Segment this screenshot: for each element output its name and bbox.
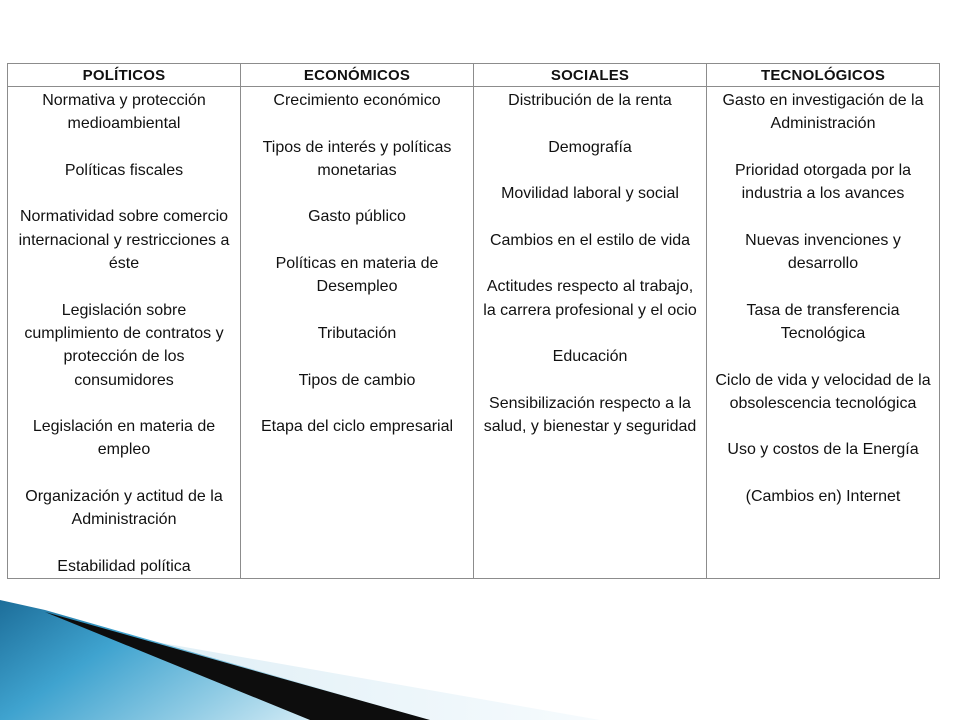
list-item: Uso y costos de la Energía	[727, 441, 919, 459]
list-item: Estabilidad política	[57, 557, 191, 575]
list-item: Gasto público	[308, 208, 406, 226]
list-item: Nuevas invenciones y desarrollo	[745, 231, 901, 273]
list-item: Ciclo de vida y velocidad de la obsolescencia tecnológica	[715, 371, 931, 412]
list-item: Legislación en materia de empleo	[32, 418, 216, 459]
column-politicos	[8, 87, 241, 579]
list-item: Tipos de interés y políticas monetarias	[262, 138, 452, 179]
list-item: Políticas en materia de Desempleo	[275, 255, 439, 296]
list-item: Tributación	[317, 324, 397, 342]
header-economicos: ECONÓMICOS	[241, 64, 474, 87]
column-economicos	[241, 87, 474, 579]
header-politicos: POLÍTICOS	[8, 64, 241, 87]
list-item: Etapa del ciclo empresarial	[260, 418, 454, 436]
list-item: Educación	[552, 348, 628, 366]
list-item: Actitudes respecto al trabajo, la carrera profesional y el ocio	[483, 278, 697, 319]
body-row	[8, 87, 940, 579]
list-item: Crecimiento económico	[273, 92, 441, 109]
slide-decoration	[0, 590, 960, 720]
header-sociales: SOCIALES	[474, 64, 707, 87]
list-item: Gasto en investigación de la Administración	[722, 92, 924, 133]
list-item: Normativa y protección medioambiental	[42, 92, 206, 133]
column-tecnologicos	[707, 87, 940, 579]
list-item: Distribución de la renta	[508, 92, 672, 109]
column-sociales	[474, 87, 707, 579]
list-item: Organización y actitud de la Administración	[25, 488, 223, 529]
list-item: Demografía	[548, 138, 632, 156]
list-item: Legislación sobre cumplimiento de contratos y protección de los consumidores	[24, 301, 224, 389]
list-item: Tipos de cambio	[298, 371, 416, 389]
list-item: (Cambios en) Internet	[745, 488, 901, 506]
list-item: Normatividad sobre comercio internacional y restricciones a éste	[18, 208, 230, 273]
list-item: Tasa de transferencia Tecnológica	[746, 301, 900, 342]
header-row	[8, 64, 940, 87]
list-item: Movilidad laboral y social	[501, 185, 679, 203]
list-item: Prioridad otorgada por la industria a los avances	[734, 161, 912, 203]
list-item: Sensibilización respecto a la salud, y bienestar y seguridad	[483, 394, 697, 436]
pest-table	[7, 63, 940, 579]
header-tecnologicos: TECNOLÓGICOS	[707, 64, 940, 87]
list-item: Cambios en el estilo de vida	[489, 231, 691, 249]
list-item: Políticas fiscales	[64, 161, 184, 179]
